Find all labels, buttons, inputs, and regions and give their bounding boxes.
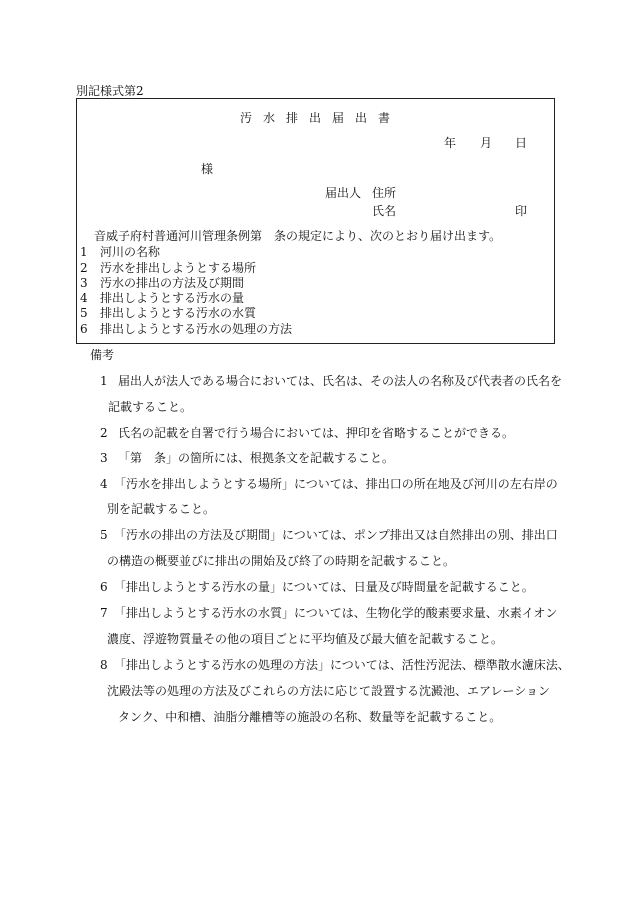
remark-line: 「汚水を排出しようとする場所」については、排出口の所在地及び河川の左右岸の bbox=[114, 477, 558, 491]
form-item bbox=[80, 291, 244, 305]
form-item-text: 汚水の排出の方法及び期間 bbox=[100, 276, 245, 290]
form-item bbox=[80, 245, 160, 259]
remark-number: 1 bbox=[100, 374, 108, 388]
remark-line: 別を記載すること。 bbox=[107, 502, 216, 516]
form-item-number: 6 bbox=[80, 322, 88, 336]
form-item bbox=[80, 306, 256, 320]
form-item-text: 排出しようとする汚水の水質 bbox=[100, 306, 257, 320]
remark-line: 濃度、浮遊物質量その他の項目ごとに平均値及び最大値を記載すること。 bbox=[107, 632, 504, 646]
form-item-number: 2 bbox=[80, 261, 88, 275]
form-item-text: 汚水を排出しようとする場所 bbox=[100, 261, 257, 275]
remark-number: 2 bbox=[100, 426, 108, 440]
form-item bbox=[80, 261, 256, 275]
remark-line: の構造の概要並びに排出の開始及び終了の時期を記載すること。 bbox=[107, 554, 456, 568]
remark-number: 3 bbox=[100, 451, 108, 465]
form-item-text: 排出しようとする汚水の量 bbox=[100, 291, 245, 305]
applicant-label: 届出人 bbox=[325, 186, 362, 200]
form-item bbox=[80, 322, 292, 336]
remark-line: 沈殿法等の処理の方法及びこれらの方法に応じて設置する沈澱池、エアレーション bbox=[107, 684, 551, 698]
form-title: 汚水排出届出書 bbox=[240, 111, 402, 125]
form-item-text: 河川の名称 bbox=[100, 245, 161, 259]
form-item-text: 排出しようとする汚水の処理の方法 bbox=[100, 322, 293, 336]
address-label: 住所 bbox=[372, 186, 397, 200]
form-number-label: 別記様式第2 bbox=[76, 84, 144, 98]
remark-line: 届出人が法人である場合においては、氏名は、その法人の名称及び代表者の氏名を bbox=[118, 374, 563, 388]
form-item-number: 4 bbox=[80, 291, 88, 305]
remark-number: 5 bbox=[100, 528, 108, 542]
date-day-label: 日 bbox=[515, 136, 528, 150]
form-item bbox=[80, 276, 244, 290]
form-item-number: 5 bbox=[80, 306, 88, 320]
date-year-label: 年 bbox=[444, 136, 457, 150]
remark-line: タンク、中和槽、油脂分離槽等の施設の名称、数量等を記載すること。 bbox=[118, 710, 502, 724]
form-item-number: 3 bbox=[80, 276, 88, 290]
date-month-label: 月 bbox=[480, 136, 493, 150]
remarks-heading: 備考 bbox=[90, 348, 115, 362]
addressee-suffix: 様 bbox=[201, 162, 214, 176]
remark-number: 8 bbox=[100, 658, 108, 672]
form-item-number: 1 bbox=[80, 245, 88, 259]
remark-line: 「第 条」の箇所には、根拠条文を記載すること。 bbox=[118, 451, 395, 465]
remark-number: 6 bbox=[100, 580, 108, 594]
remark-line: 「排出しようとする汚水の処理の方法」については、活性汚泥法、標準散水濾床法、 bbox=[114, 658, 570, 672]
remark-line: 「汚水の排出の方法及び期間」については、ポンプ排出又は自然排出の別、排出口 bbox=[114, 528, 558, 542]
seal-mark: 印 bbox=[515, 204, 528, 218]
remark-line: 「排出しようとする汚水の量」については、日量及び時間量を記載すること。 bbox=[114, 580, 534, 594]
remark-number: 7 bbox=[100, 606, 108, 620]
statement-text: 音威子府村普通河川管理条例第 条の規定により、次のとおり届け出ます。 bbox=[94, 229, 502, 243]
name-label: 氏名 bbox=[372, 204, 397, 218]
remark-line: 氏名の記載を自署で行う場合においては、押印を省略することができる。 bbox=[118, 426, 515, 440]
remark-line: 「排出しようとする汚水の水質」については、生物化学的酸素要求量、水素イオン bbox=[114, 606, 558, 620]
remark-number: 4 bbox=[100, 477, 108, 491]
remark-line: 記載すること。 bbox=[108, 400, 193, 414]
